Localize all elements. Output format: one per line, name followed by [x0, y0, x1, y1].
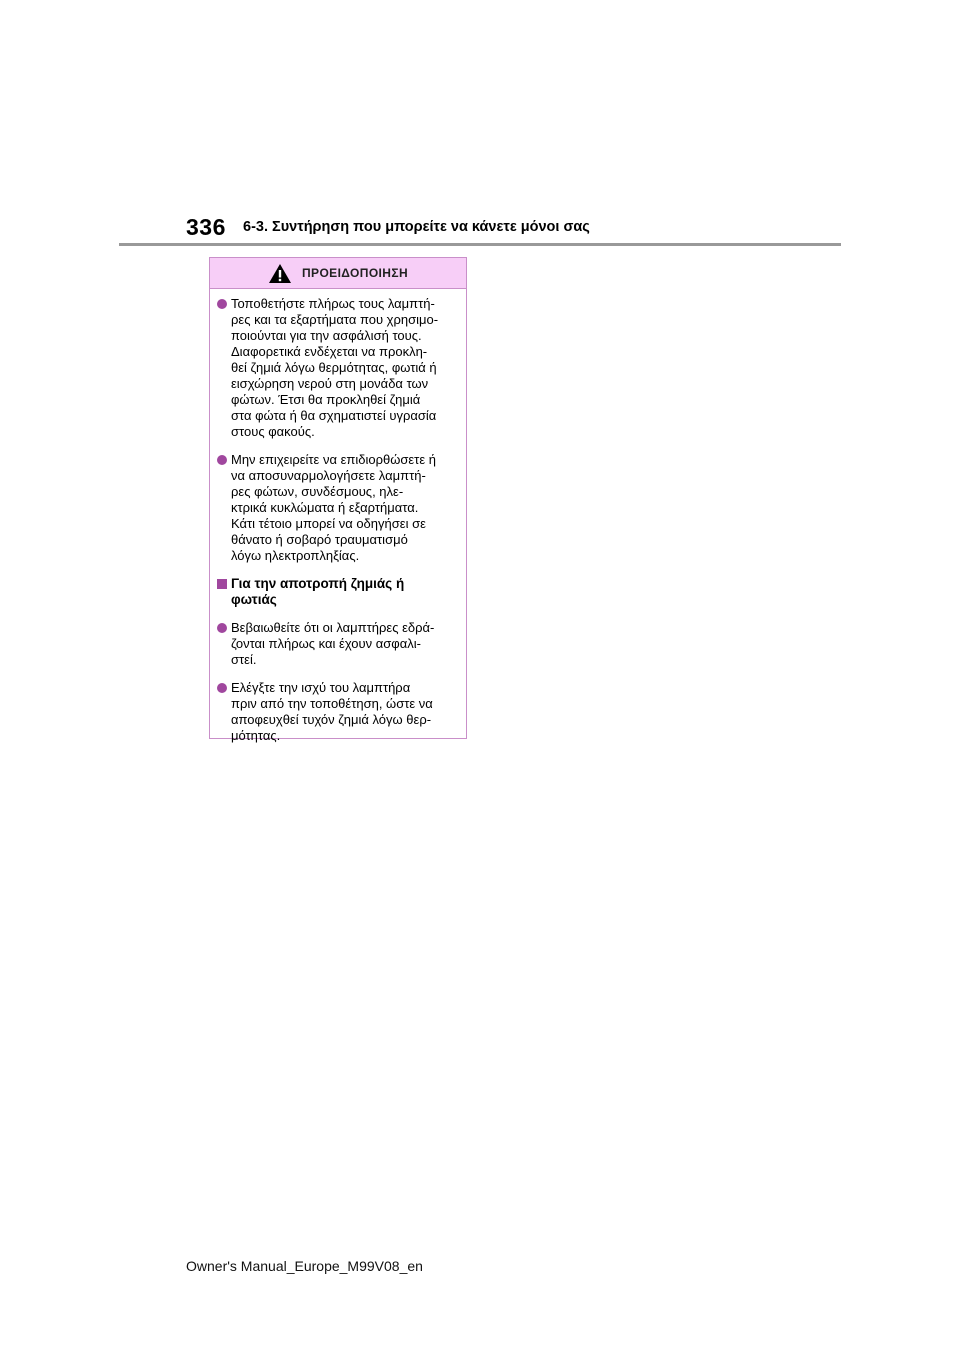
header-divider [119, 243, 841, 246]
warning-item-text: Τοποθετήστε πλήρως τους λαμπτή- ρες και τα εξαρτήματα που χρησιμο- ποιούνται για την ασφάλισή τους. Διαφορετικά ενδέχεται να προκλη- θεί ζημιά λόγω θερμότητας, φωτιά ή εισχώρηση νερού στη μονάδα των φώτων. Έτσι θα προκληθεί ζημιά στα φώτα ή θα σχηματιστεί υγρασία στους φακούς. [231, 296, 439, 439]
bullet-icon [217, 452, 229, 468]
warning-triangle-icon [268, 263, 292, 284]
warning-item-text: Μην επιχειρείτε να επιδιορθώσετε ή να αποσυναρμολογήσετε λαμπτή- ρες φώτων, συνδέσμους, ηλε- κτρικά κυκλώματα ή εξαρτήματα. Κάτι τέτοιο μπορεί να οδηγήσει σε θάνατο ή σοβαρό τραυματισμό λόγω ηλεκτροπληξίας. [231, 452, 436, 563]
warning-item [217, 680, 462, 744]
bullet-icon [217, 620, 229, 636]
bullet-icon [217, 296, 229, 312]
bullet-icon [217, 680, 229, 696]
warning-item [217, 452, 462, 564]
warning-item-text: Βεβαιωθείτε ότι οι λαμπτήρες εδρά- ζονται πλήρως και έχουν ασφαλι- στεί. [231, 620, 435, 667]
page-number: 336 [186, 214, 226, 240]
warning-subheading [217, 576, 462, 608]
square-bullet-icon [217, 576, 229, 592]
warning-subheading-text: Για την αποτροπή ζημιάς ή φωτιάς [231, 576, 405, 607]
warning-item [217, 296, 462, 440]
footer-text: Owner's Manual_Europe_M99V08_en [186, 1258, 423, 1274]
warning-item-text: Ελέγξτε την ισχύ του λαμπτήρα πριν από την τοποθέτηση, ώστε να αποφευχθεί τυχόν ζημιά λόγω θερ- μότητας. [231, 680, 433, 743]
warning-header [210, 258, 466, 289]
section-title: 6-3. Συντήρηση που μπορείτε να κάνετε μόνοι σας [243, 219, 590, 235]
warning-title: ΠΡΟΕΙΔΟΠΟΙΗΣΗ [301, 266, 409, 280]
warning-body [210, 289, 466, 744]
warning-item [217, 620, 462, 668]
warning-box [209, 257, 467, 743]
